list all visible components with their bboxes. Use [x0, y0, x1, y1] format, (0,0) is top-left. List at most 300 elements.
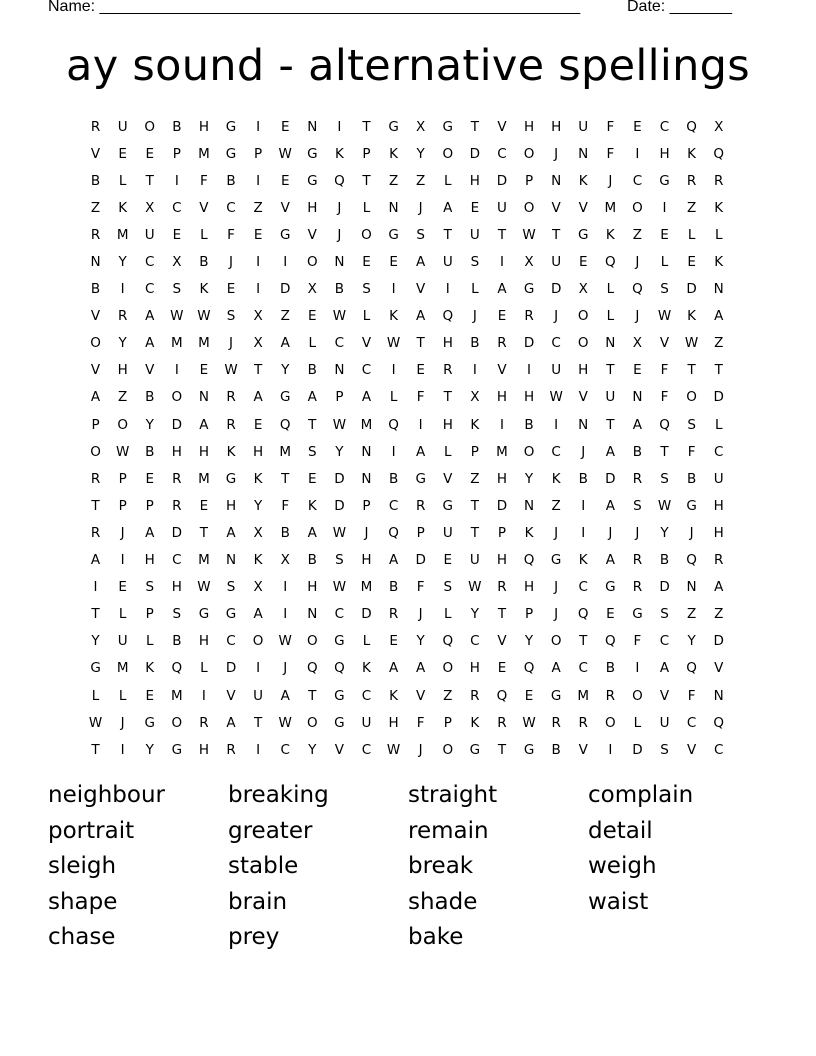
grid-letter: L — [200, 660, 208, 677]
grid-letter: T — [91, 606, 100, 623]
grid-letter: P — [91, 416, 100, 433]
grid-letter: H — [388, 714, 399, 731]
grid-letter: N — [578, 416, 589, 433]
grid-letter: N — [523, 497, 535, 514]
grid-letter: Y — [524, 470, 534, 487]
grid-letter: G — [686, 497, 697, 514]
grid-letter: Z — [388, 172, 399, 189]
grid-letter: V — [686, 741, 697, 758]
grid-letter: I — [283, 254, 288, 271]
grid-letter: B — [172, 118, 182, 135]
grid-letter: X — [524, 254, 534, 271]
grid-letter: E — [416, 362, 425, 379]
grid-letter: T — [145, 172, 154, 189]
grid-letter: C — [497, 145, 507, 162]
grid-letter: M — [198, 470, 210, 487]
grid-letter: N — [605, 335, 616, 352]
grid-letter: P — [254, 145, 263, 162]
grid-letter: V — [551, 199, 561, 216]
grid-letter: P — [145, 497, 154, 514]
grid-letter: E — [145, 470, 154, 487]
grid-letter: O — [117, 416, 128, 433]
word-list-item: stable — [228, 853, 299, 880]
grid-letter: W — [197, 579, 211, 596]
grid-letter: D — [605, 470, 616, 487]
grid-letter: V — [145, 362, 155, 379]
grid-letter: I — [581, 524, 586, 541]
grid-letter: I — [120, 281, 125, 298]
grid-letter: V — [578, 389, 588, 406]
grid-letter: O — [577, 308, 589, 325]
grid-letter: X — [253, 335, 263, 352]
grid-letter: E — [362, 254, 371, 271]
grid-letter: T — [660, 443, 669, 460]
grid-letter: U — [361, 714, 372, 731]
grid-letter: I — [174, 362, 179, 379]
grid-letter: V — [497, 633, 507, 650]
grid-letter: A — [361, 389, 372, 406]
grid-letter: W — [522, 714, 536, 731]
grid-letter: E — [606, 606, 615, 623]
word-list — [48, 778, 768, 956]
grid-letter: O — [523, 199, 535, 216]
grid-letter: Q — [523, 660, 535, 677]
grid-letter: J — [472, 308, 477, 325]
grid-letter: K — [334, 145, 344, 162]
grid-letter: A — [226, 524, 236, 541]
grid-letter: L — [714, 416, 723, 433]
grid-letter: W — [684, 335, 699, 352]
grid-letter: M — [198, 552, 210, 569]
grid-letter: Q — [442, 308, 454, 325]
grid-letter: O — [442, 660, 454, 677]
grid-letter: E — [253, 226, 263, 243]
grid-letter: A — [280, 687, 290, 704]
grid-letter: I — [201, 687, 206, 704]
grid-letter: O — [361, 226, 372, 243]
grid-letter: G — [307, 145, 318, 162]
word-list-item: portrait — [48, 817, 135, 844]
grid-letter: R — [714, 552, 724, 569]
grid-letter: L — [687, 226, 696, 243]
grid-letter: A — [145, 335, 155, 352]
grid-letter: N — [361, 470, 372, 487]
grid-letter: B — [280, 524, 290, 541]
grid-letter: F — [227, 226, 235, 243]
grid-letter: B — [659, 552, 670, 569]
grid-letter: G — [198, 606, 210, 623]
grid-letter: C — [686, 714, 697, 731]
grid-letter: E — [633, 118, 642, 135]
grid-letter: P — [172, 145, 181, 162]
grid-letter: E — [308, 470, 317, 487]
grid-letter: C — [713, 741, 724, 758]
grid-letter: P — [118, 470, 127, 487]
grid-letter: G — [442, 497, 453, 514]
grid-letter: A — [443, 199, 453, 216]
grid-letter: H — [523, 579, 535, 596]
grid-letter: B — [388, 470, 399, 487]
grid-letter: K — [307, 497, 317, 514]
grid-letter: Q — [686, 118, 697, 135]
grid-letter: B — [226, 172, 236, 189]
grid-letter: G — [550, 687, 562, 704]
grid-letter: I — [445, 281, 450, 298]
grid-letter: M — [496, 443, 508, 460]
grid-letter: G — [442, 118, 453, 135]
grid-letter: Y — [145, 416, 154, 433]
grid-letter: U — [253, 687, 264, 704]
grid-letter: Y — [335, 443, 344, 460]
grid-letter: S — [660, 470, 669, 487]
grid-letter: A — [416, 443, 426, 460]
grid-letter: T — [308, 687, 317, 704]
grid-letter: T — [91, 497, 100, 514]
grid-letter: R — [605, 687, 616, 704]
grid-letter: O — [171, 714, 183, 731]
grid-letter: C — [361, 362, 372, 379]
grid-letter: W — [522, 226, 536, 243]
grid-letter: J — [581, 443, 586, 460]
grid-letter: R — [172, 470, 182, 487]
grid-letter: X — [172, 254, 182, 271]
grid-letter: Q — [686, 660, 697, 677]
grid-letter: H — [496, 389, 508, 406]
word-list-item: brain — [228, 888, 288, 915]
grid-letter: Q — [605, 254, 616, 271]
grid-letter: O — [252, 633, 264, 650]
grid-letter: U — [442, 524, 453, 541]
grid-letter: L — [444, 606, 452, 623]
grid-letter: W — [88, 714, 103, 731]
grid-letter: U — [469, 226, 480, 243]
grid-letter: O — [577, 335, 589, 352]
grid-letter: E — [497, 660, 507, 677]
grid-letter: S — [226, 308, 236, 325]
grid-letter: C — [361, 687, 372, 704]
grid-letter: L — [308, 335, 317, 352]
grid-letter: E — [524, 687, 534, 704]
grid-letter: X — [578, 281, 588, 298]
grid-letter: W — [386, 335, 401, 352]
grid-letter: B — [172, 633, 182, 650]
grid-letter: K — [389, 308, 398, 325]
grid-letter: X — [253, 308, 263, 325]
grid-letter: M — [604, 199, 617, 216]
grid-letter: B — [388, 579, 399, 596]
grid-letter: O — [442, 145, 454, 162]
grid-letter: V — [199, 199, 209, 216]
grid-letter: X — [632, 335, 643, 352]
grid-letter: T — [606, 362, 615, 379]
grid-letter: L — [362, 308, 371, 325]
grid-letter: T — [606, 416, 615, 433]
grid-letter: B — [632, 443, 643, 460]
grid-letter: V — [226, 687, 236, 704]
grid-letter: Z — [714, 335, 724, 352]
grid-letter: L — [606, 308, 615, 325]
grid-letter: N — [632, 389, 643, 406]
grid-letter: C — [713, 443, 724, 460]
grid-letter: L — [118, 606, 127, 623]
grid-letter: Z — [551, 497, 561, 514]
grid-letter: R — [90, 470, 101, 487]
grid-letter: U — [117, 118, 128, 135]
grid-letter: H — [171, 579, 182, 596]
grid-letter: X — [307, 281, 317, 298]
grid-letter: K — [605, 226, 615, 243]
grid-letter: G — [415, 470, 426, 487]
grid-letter: R — [90, 524, 101, 541]
grid-letter: T — [579, 633, 588, 650]
grid-letter: E — [145, 145, 154, 162]
grid-letter: G — [388, 118, 399, 135]
grid-letter: N — [686, 579, 697, 596]
grid-letter: J — [418, 741, 423, 758]
grid-letter: K — [551, 470, 561, 487]
grid-letter: A — [226, 714, 236, 731]
grid-letter: B — [145, 443, 155, 460]
grid-letter: H — [307, 579, 318, 596]
grid-letter: A — [307, 524, 317, 541]
grid-letter: P — [524, 172, 534, 189]
grid-letter: J — [554, 579, 559, 596]
grid-letter: X — [470, 389, 480, 406]
grid-letter: E — [578, 254, 588, 271]
grid-letter: J — [120, 524, 125, 541]
grid-letter: D — [550, 281, 562, 298]
grid-letter: D — [469, 145, 481, 162]
grid-letter: H — [496, 470, 508, 487]
grid-letter: E — [118, 145, 127, 162]
grid-letter: H — [469, 660, 480, 677]
grid-letter: D — [713, 389, 724, 406]
word-list-item: breaking — [228, 782, 329, 808]
grid-letter: J — [283, 660, 288, 677]
grid-letter: R — [551, 714, 561, 731]
grid-letter: I — [337, 118, 342, 135]
grid-letter: I — [527, 362, 532, 379]
grid-letter: G — [388, 226, 399, 243]
grid-letter: R — [497, 335, 507, 352]
grid-letter: K — [389, 687, 398, 704]
grid-letter: K — [714, 254, 724, 271]
grid-letter: R — [632, 470, 643, 487]
grid-letter: N — [551, 172, 562, 189]
grid-letter: T — [470, 118, 479, 135]
grid-letter: H — [523, 389, 535, 406]
grid-letter: C — [659, 118, 670, 135]
grid-letter: R — [470, 687, 480, 704]
grid-letter: R — [578, 714, 588, 731]
grid-letter: D — [361, 606, 372, 623]
grid-letter: P — [362, 145, 371, 162]
grid-letter: B — [578, 470, 588, 487]
grid-letter: J — [229, 254, 233, 271]
name-field-label: Name: ______________________________________________________ — [48, 0, 581, 15]
grid-letter: R — [497, 579, 507, 596]
grid-letter: A — [416, 660, 426, 677]
grid-letter: I — [256, 118, 261, 135]
grid-letter: O — [605, 714, 616, 731]
grid-letter: H — [523, 118, 535, 135]
grid-letter: E — [145, 687, 154, 704]
grid-letter: Q — [659, 416, 670, 433]
grid-letter: C — [470, 633, 480, 650]
grid-letter: X — [145, 199, 155, 216]
grid-letter: H — [171, 443, 182, 460]
grid-letter: Z — [686, 606, 697, 623]
grid-letter: K — [145, 660, 155, 677]
grid-letter: W — [332, 308, 347, 325]
grid-letter: N — [334, 254, 345, 271]
grid-letter: A — [714, 308, 724, 325]
word-list-item: bake — [408, 924, 464, 951]
grid-letter: B — [605, 660, 615, 677]
grid-letter: J — [337, 226, 342, 243]
grid-letter: O — [686, 389, 697, 406]
grid-letter: F — [200, 172, 208, 189]
grid-letter: G — [225, 470, 237, 487]
grid-letter: J — [635, 308, 640, 325]
grid-letter: E — [199, 497, 209, 514]
grid-letter: R — [632, 579, 643, 596]
grid-letter: G — [605, 579, 616, 596]
grid-letter: J — [554, 145, 559, 162]
grid-letter: N — [198, 389, 209, 406]
grid-letter: M — [360, 416, 373, 433]
grid-letter: I — [283, 579, 288, 596]
grid-letter: L — [606, 281, 615, 298]
grid-letter: R — [226, 741, 236, 758]
grid-letter: E — [497, 308, 507, 325]
grid-letter: G — [307, 172, 318, 189]
grid-letter: C — [334, 335, 345, 352]
grid-letter: Y — [91, 633, 100, 650]
date-field-label: Date: _______ — [627, 0, 732, 15]
grid-letter: M — [171, 687, 183, 704]
grid-letter: C — [280, 741, 290, 758]
grid-letter: M — [360, 579, 373, 596]
grid-letter: I — [499, 254, 504, 271]
grid-letter: D — [334, 470, 345, 487]
grid-letter: Z — [714, 606, 724, 623]
grid-letter: Q — [334, 660, 345, 677]
grid-letter: B — [307, 362, 317, 379]
grid-letter: A — [253, 606, 263, 623]
grid-letter: Q — [523, 552, 535, 569]
grid-letter: T — [416, 335, 425, 352]
grid-letter: Y — [118, 254, 127, 271]
grid-letter: F — [687, 443, 696, 460]
grid-letter: A — [280, 335, 290, 352]
grid-letter: P — [470, 443, 479, 460]
grid-letter: C — [226, 633, 236, 650]
grid-letter: E — [172, 226, 182, 243]
grid-letter: P — [335, 389, 344, 406]
grid-letter: I — [256, 741, 261, 758]
grid-letter: A — [199, 416, 209, 433]
grid-letter: M — [116, 660, 129, 677]
grid-letter: H — [659, 145, 670, 162]
grid-letter: E — [660, 226, 669, 243]
grid-letter: S — [335, 552, 344, 569]
grid-letter: D — [523, 335, 535, 352]
grid-letter: U — [713, 470, 724, 487]
grid-letter: C — [659, 633, 670, 650]
grid-letter: V — [443, 470, 453, 487]
grid-letter: W — [332, 579, 347, 596]
word-list-item: shade — [408, 888, 478, 915]
grid-letter: V — [90, 362, 101, 379]
grid-letter: S — [226, 579, 236, 596]
grid-letter: U — [497, 199, 507, 216]
grid-letter: T — [362, 118, 371, 135]
grid-letter: E — [118, 579, 127, 596]
grid-letter: Y — [416, 633, 425, 650]
grid-letter: T — [714, 362, 723, 379]
grid-letter: T — [362, 172, 371, 189]
grid-letter: Z — [118, 389, 128, 406]
grid-letter: T — [497, 741, 507, 758]
grid-letter: J — [689, 524, 694, 541]
grid-letter: R — [226, 416, 236, 433]
grid-letter: O — [523, 443, 535, 460]
grid-letter: G — [279, 389, 291, 406]
grid-letter: S — [660, 741, 669, 758]
grid-letter: A — [605, 497, 615, 514]
grid-letter: Q — [334, 172, 345, 189]
grid-letter: L — [200, 226, 208, 243]
grid-letter: T — [443, 226, 452, 243]
grid-letter: W — [332, 524, 347, 541]
grid-letter: Q — [686, 552, 697, 569]
grid-letter: I — [418, 416, 423, 433]
grid-letter: I — [120, 741, 125, 758]
grid-letter: F — [281, 497, 290, 514]
grid-letter: D — [496, 497, 508, 514]
grid-letter: J — [120, 714, 125, 731]
grid-letter: Q — [388, 524, 399, 541]
grid-letter: W — [549, 389, 563, 406]
grid-letter: V — [90, 145, 101, 162]
grid-letter: E — [280, 172, 290, 189]
grid-letter: I — [391, 362, 396, 379]
word-list-item: prey — [228, 924, 280, 951]
grid-letter: V — [307, 226, 317, 243]
grid-letter: H — [469, 172, 480, 189]
grid-letter: I — [499, 416, 504, 433]
grid-letter: O — [90, 335, 101, 352]
grid-letter: R — [632, 552, 643, 569]
grid-letter: F — [633, 633, 642, 650]
grid-letter: L — [444, 443, 452, 460]
grid-letter: L — [362, 199, 371, 216]
grid-letter: W — [278, 633, 292, 650]
word-list-item: break — [408, 853, 474, 880]
grid-letter: S — [362, 281, 371, 298]
grid-letter: E — [226, 281, 236, 298]
grid-letter: E — [443, 552, 453, 569]
grid-letter: T — [552, 226, 561, 243]
grid-letter: Y — [118, 335, 127, 352]
grid-letter: I — [120, 552, 125, 569]
grid-letter: C — [578, 579, 588, 596]
grid-letter: N — [307, 118, 318, 135]
grid-letter: J — [229, 335, 233, 352]
grid-letter: T — [497, 606, 507, 623]
grid-letter: X — [714, 118, 724, 135]
